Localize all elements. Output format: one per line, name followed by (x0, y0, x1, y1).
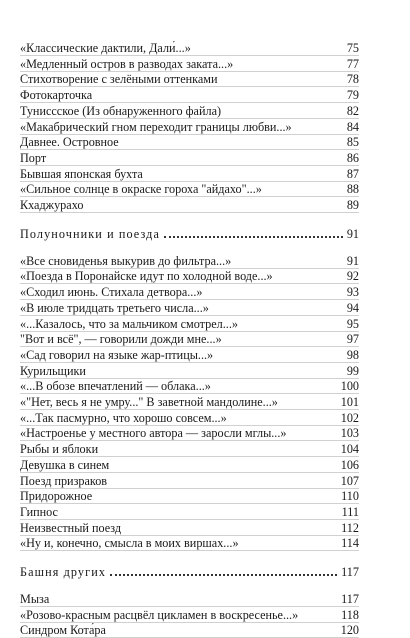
entry-title: «Классические дактили, Дали́...» (20, 41, 191, 55)
entry-page: 78 (346, 72, 359, 87)
entry-title: «...Так пасмурно, что хорошо совсем...» (20, 410, 227, 425)
entry-title: "Вот и всё", — говорили дожди мне...» (20, 332, 222, 347)
toc-entry (20, 198, 359, 213)
entry-title: Давнее. Островное (20, 135, 119, 150)
toc-entry (20, 411, 359, 426)
toc-entry (20, 332, 359, 347)
entry-page: 91 (346, 253, 359, 268)
entry-page: 85 (346, 135, 359, 150)
toc-entry (20, 135, 359, 150)
entry-page: 87 (346, 166, 359, 181)
entry-title: «Медленный остров в разводах заката...» (20, 56, 234, 71)
section-heading (20, 226, 359, 242)
entry-title: «Поезда в Поронайске идут по холодной воде...» (20, 269, 273, 284)
section-heading (20, 564, 359, 580)
toc-entry (20, 120, 359, 135)
entry-page: 97 (346, 332, 359, 347)
toc-entry (20, 254, 359, 269)
entry-page: 94 (346, 300, 359, 315)
entry-title: Гипнос (20, 504, 58, 519)
dot-leader (110, 574, 337, 576)
entry-title: Фотокарточка (20, 88, 93, 103)
entry-title: «Все сновиденья выкурив до фильтра...» (20, 253, 232, 268)
entry-title: «Сходил июнь. Стихала детвора...» (20, 285, 203, 300)
entry-title: Порт (20, 150, 47, 165)
toc-entry (20, 88, 359, 103)
entry-page: 93 (346, 285, 359, 300)
section-page: 91 (346, 226, 359, 241)
toc-entry (20, 269, 359, 284)
toc-entry (20, 608, 359, 623)
entry-page: 89 (346, 198, 359, 212)
section-title: Башня других (20, 565, 107, 579)
entry-title: Стихотворение с зелёными оттенками (20, 72, 218, 87)
dot-leader (164, 236, 343, 238)
entry-title: Туниссское (Из обнаруженного файла) (20, 103, 222, 118)
toc-entry (20, 442, 359, 457)
toc-entry (20, 489, 359, 504)
entry-title: «...В обозе впечатлений — облака...» (20, 379, 211, 394)
section-page: 117 (341, 565, 359, 579)
toc-entry (20, 104, 359, 119)
toc-entry (20, 41, 359, 56)
entry-page: 100 (340, 379, 359, 394)
entry-page: 102 (340, 410, 359, 425)
toc-entry (20, 285, 359, 300)
toc-entry (20, 348, 359, 363)
toc-entry (20, 623, 359, 638)
entry-page: 104 (340, 442, 359, 457)
toc-entry (20, 521, 359, 536)
entry-title: Девушка в синем (20, 457, 110, 472)
entry-title: «Сад говорил на языке жар-птицы...» (20, 347, 214, 362)
entry-title: «Макабрический гном переходит границы любви...» (20, 119, 292, 134)
entry-title: Поезд призраков (20, 473, 108, 488)
entry-title: Мыза (20, 592, 50, 606)
entry-page: 92 (346, 269, 359, 284)
entry-title: «Сильное солнце в окраске гороха "айдахо"...» (20, 182, 262, 197)
entry-title: «"Нет, весь я не умру..." В заветной мандолине...» (20, 395, 278, 409)
entry-page: 117 (341, 592, 359, 606)
toc-entry (20, 364, 359, 379)
entry-page: 101 (340, 395, 359, 409)
toc-entry (20, 151, 359, 166)
entry-title: Курильщики (20, 363, 86, 378)
entry-title: Кхаджурахо (20, 198, 84, 212)
toc-entry (20, 301, 359, 316)
entry-page: 107 (340, 473, 359, 488)
entry-page: 110 (341, 489, 359, 504)
entry-title: «Настроенье у местного автора — заросли мглы...» (20, 426, 287, 441)
entry-page: 75 (346, 41, 359, 55)
entry-page: 86 (346, 150, 359, 165)
entry-page: 88 (346, 182, 359, 197)
toc-entry (20, 57, 359, 72)
entry-page: 95 (346, 316, 359, 331)
toc-entry (20, 536, 359, 551)
toc-entry (20, 379, 359, 394)
entry-page: 103 (340, 426, 359, 441)
entry-page: 120 (340, 623, 359, 638)
toc-entry (20, 458, 359, 473)
entry-page: 111 (341, 504, 359, 519)
entry-title: «В июле тридцать третьего числа...» (20, 300, 209, 315)
toc-entry (20, 182, 359, 197)
section-title: Полуночники и поезда (20, 226, 160, 241)
toc-entry (20, 426, 359, 441)
entry-page: 82 (346, 103, 359, 118)
toc-entry (20, 317, 359, 332)
entry-page: 112 (341, 520, 359, 535)
entry-page: 98 (346, 347, 359, 362)
entry-page: 77 (346, 56, 359, 71)
toc-entry (20, 474, 359, 489)
entry-page: 114 (341, 536, 359, 551)
entry-title: Неизвестный поезд (20, 520, 122, 535)
entry-title: Придорожное (20, 489, 93, 504)
toc-entry (20, 72, 359, 87)
entry-page: 99 (346, 363, 359, 378)
entry-title: Бывшая японская бухта (20, 166, 143, 181)
entry-page: 118 (341, 607, 359, 622)
entry-title: «...Казалось, что за мальчиком смотрел...» (20, 316, 238, 331)
entry-title: «Розово-красным расцвёл цикламен в воскресенье...» (20, 607, 299, 622)
entry-page: 84 (346, 119, 359, 134)
toc-entry (20, 505, 359, 520)
entry-title: Синдром Кота́ра (20, 623, 106, 638)
toc-entry (20, 592, 359, 607)
toc-entry (20, 395, 359, 410)
toc-entry (20, 167, 359, 182)
entry-page: 79 (346, 88, 359, 103)
entry-title: «Ну и, конечно, смысла в моих виршах...» (20, 536, 239, 551)
entry-title: Рыбы и яблоки (20, 442, 99, 457)
entry-page: 106 (340, 457, 359, 472)
